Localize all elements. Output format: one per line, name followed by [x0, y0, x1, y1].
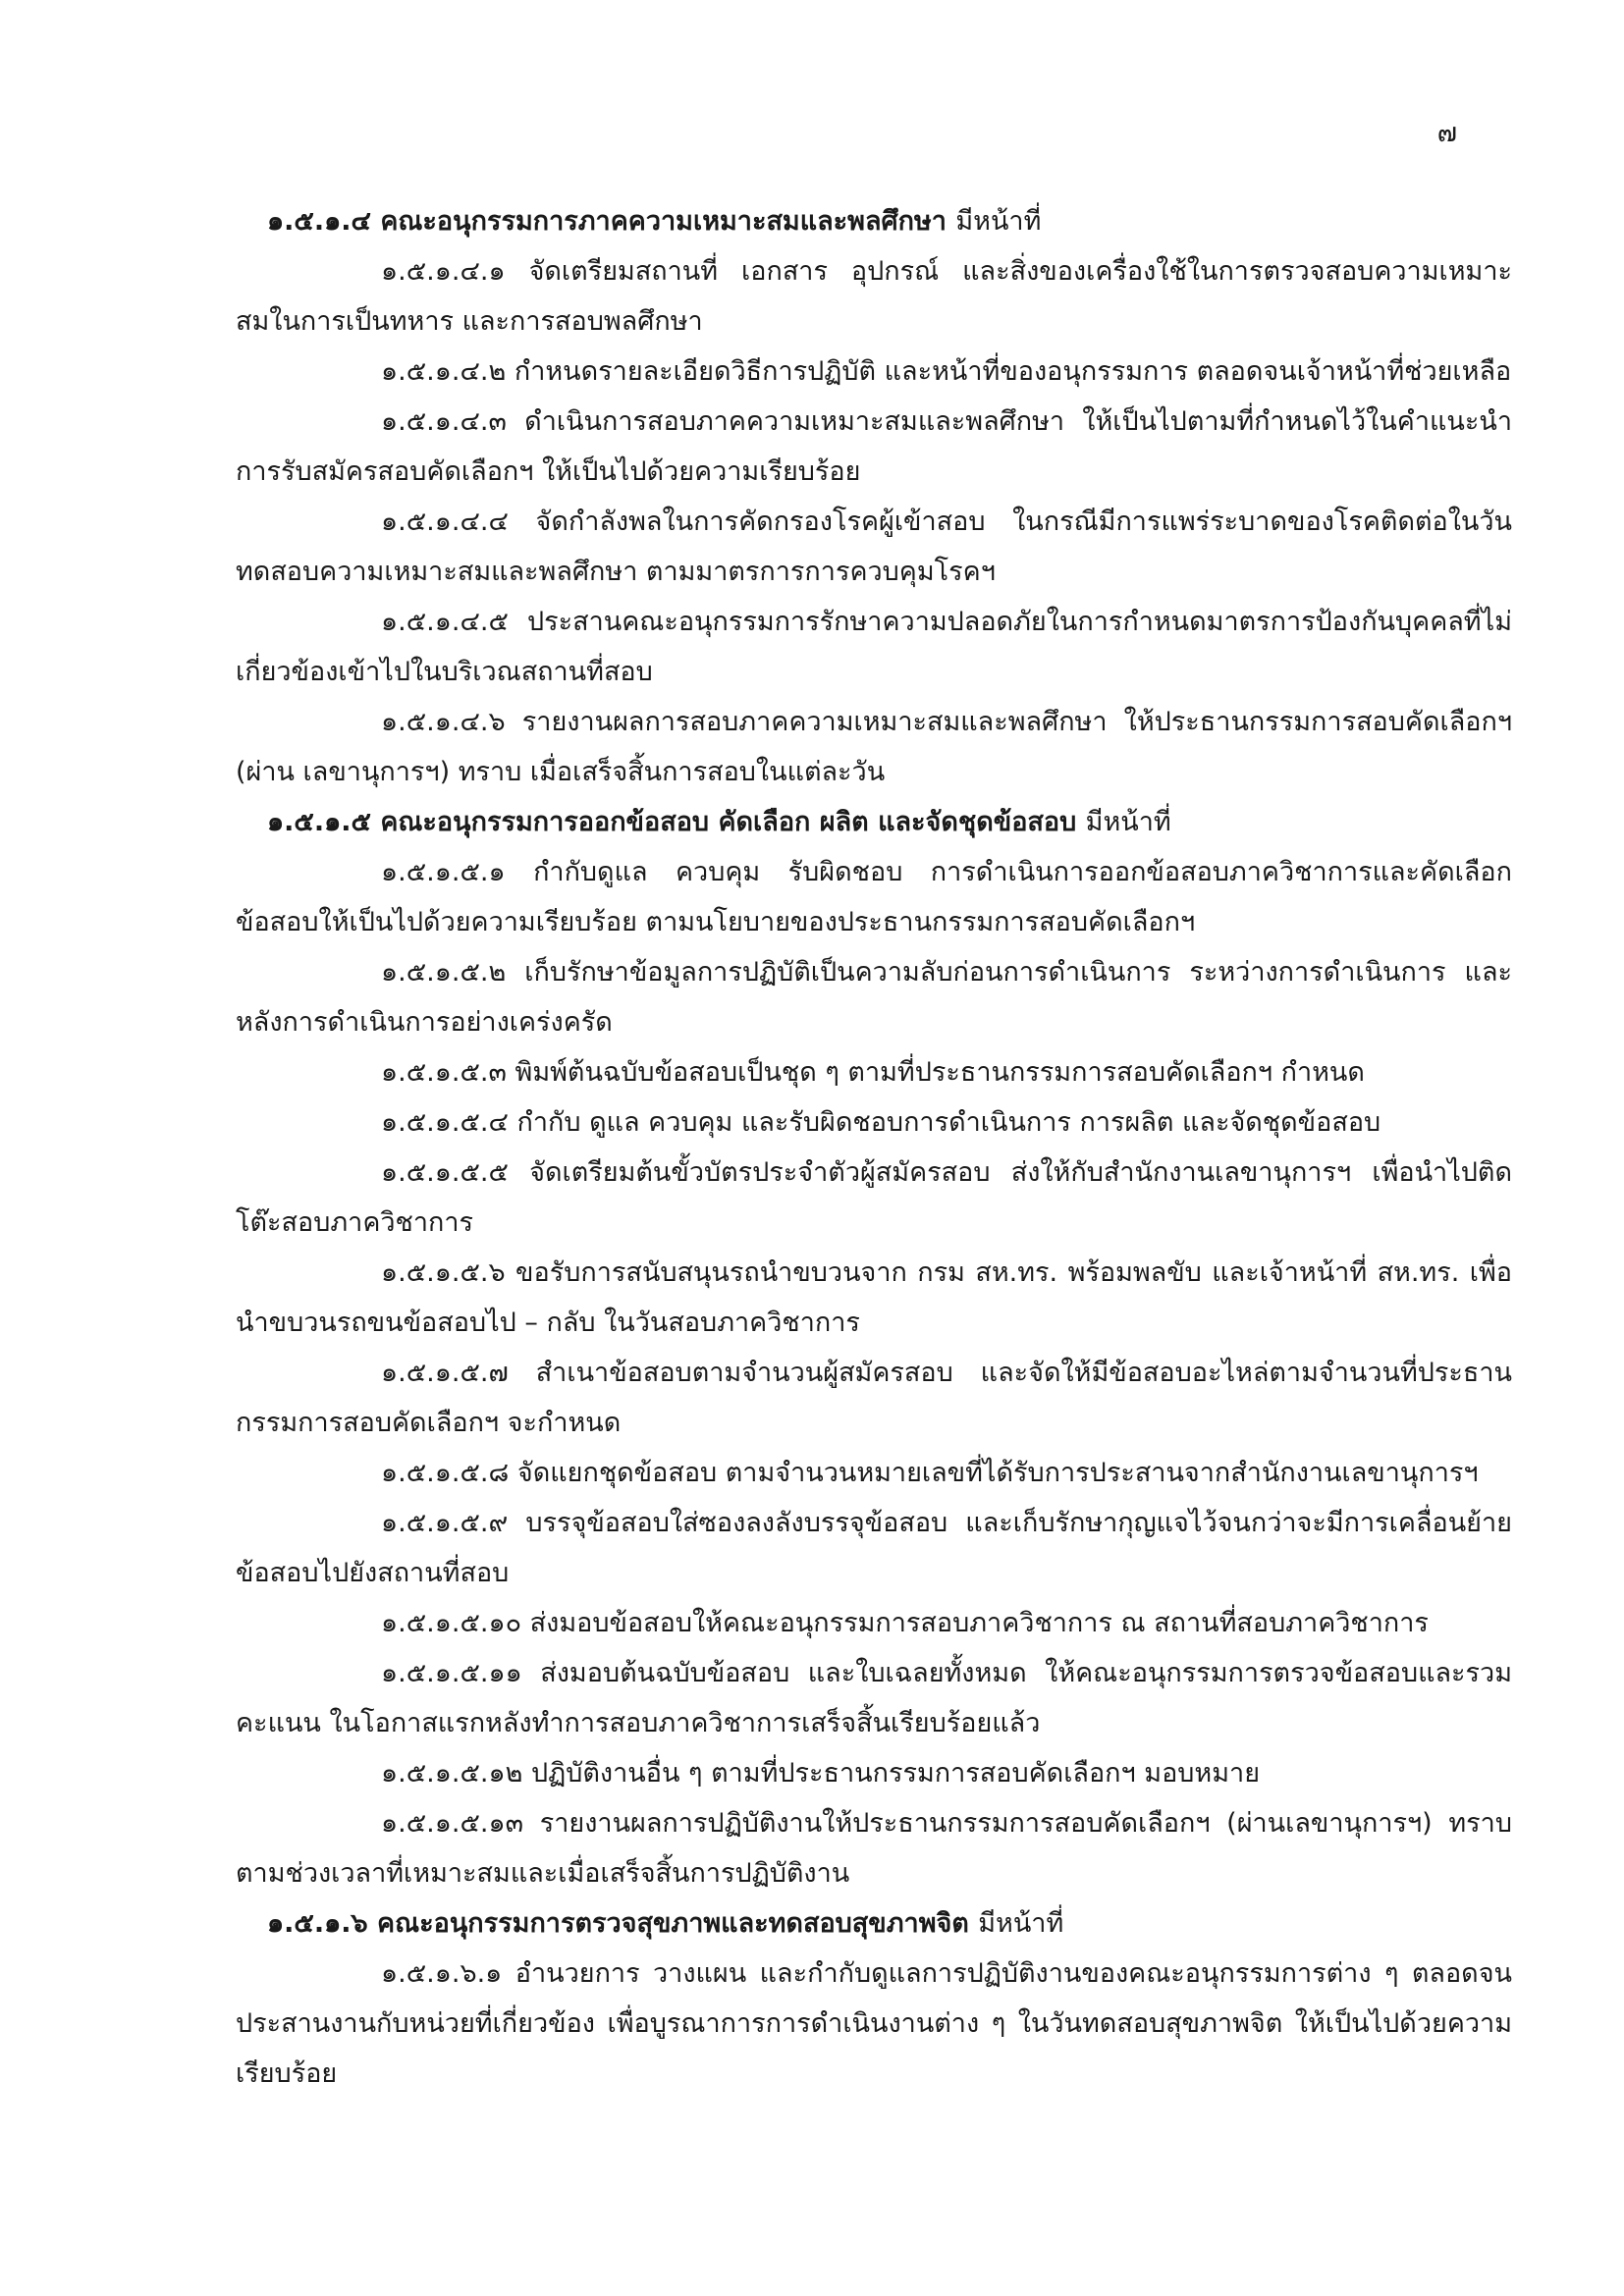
- list-item: ๑.๕.๑.๔.๑ จัดเตรียมสถานที่ เอกสาร อุปกรณ์ และสิ่งของเครื่องใช้ในการตรวจสอบความเหมาะสมในการเป็นทหาร และการสอบพลศึกษา: [236, 256, 1512, 337]
- list-item: ๑.๕.๑.๕.๘ จัดแยกชุดข้อสอบ ตามจำนวนหมายเลขที่ได้รับการประสานจากสำนักงานเลขานุการฯ: [381, 1458, 1479, 1488]
- list-item: ๑.๕.๑.๕.๖ ขอรับการสนับสนุนรถนำขบวนจาก กรม สห.ทร. พร้อมพลขับ และเจ้าหน้าที่ สห.ทร. เพื่อนำขบวนรถขนข้อสอบไป – กลับ ในวันสอบภาควิชาการ: [236, 1257, 1512, 1338]
- list-item: ๑.๕.๑.๕.๔ กำกับ ดูแล ควบคุม และรับผิดชอบการดำเนินการ การผลิต และจัดชุดข้อสอบ: [381, 1107, 1381, 1138]
- list-item: ๑.๕.๑.๕.๙ บรรจุข้อสอบใส่ซองลงลังบรรจุข้อสอบ และเก็บรักษากุญแจไว้จนกว่าจะมีการเคลื่อนย้ายข้อสอบไปยังสถานที่สอบ: [236, 1508, 1512, 1588]
- section-heading: [236, 196, 1512, 246]
- section-title: ๑.๕.๑.๔ คณะอนุกรรมการภาคความเหมาะสมและพลศึกษา: [267, 206, 947, 237]
- document-body: [236, 196, 1512, 2099]
- page-number: ๗: [1436, 118, 1457, 148]
- list-item: ๑.๕.๑.๕.๑๓ รายงานผลการปฏิบัติงานให้ประธานกรรมการสอบคัดเลือกฯ (ผ่านเลขานุการฯ) ทราบตามช่วงเวลาที่เหมาะสมและเมื่อเสร็จสิ้นการปฏิบัติงาน: [236, 1808, 1512, 1889]
- list-item: ๑.๕.๑.๔.๓ ดำเนินการสอบภาคความเหมาะสมและพลศึกษา ให้เป็นไปตามที่กำหนดไว้ในคำแนะนำการรับสมัครสอบคัดเลือกฯ ให้เป็นไปด้วยความเรียบร้อย: [236, 406, 1512, 487]
- list-item: ๑.๕.๑.๕.๓ พิมพ์ต้นฉบับข้อสอบเป็นชุด ๆ ตามที่ประธานกรรมการสอบคัดเลือกฯ กำหนด: [381, 1057, 1365, 1088]
- list-item: ๑.๕.๑.๔.๔ จัดกำลังพลในการคัดกรองโรคผู้เข้าสอบ ในกรณีมีการแพร่ระบาดของโรคติดต่อในวันทดสอบความเหมาะสมและพลศึกษา ตามมาตรการการควบคุมโรคฯ: [236, 507, 1512, 587]
- section-duty-label: มีหน้าที่: [955, 206, 1042, 237]
- list-item: ๑.๕.๑.๔.๖ รายงานผลการสอบภาคความเหมาะสมและพลศึกษา ให้ประธานกรรมการสอบคัดเลือกฯ (ผ่าน เลขานุการฯ) ทราบ เมื่อเสร็จสิ้นการสอบในแต่ละวัน: [236, 707, 1512, 787]
- list-item: ๑.๕.๑.๖.๑ อำนวยการ วางแผน และกำกับดูแลการปฏิบัติงานของคณะอนุกรรมการต่าง ๆ ตลอดจนประสานงานกับหน่วยที่เกี่ยวข้อง เพื่อบูรณาการการดำเนินงานต่าง ๆ ในวันทดสอบสุขภาพจิต ให้เป็นไปด้วยความเรียบร้อย: [236, 1958, 1512, 2089]
- section-duty-label: มีหน้าที่: [1085, 807, 1171, 837]
- list-item: ๑.๕.๑.๕.๑ กำกับดูแล ควบคุม รับผิดชอบ การดำเนินการออกข้อสอบภาควิชาการและคัดเลือกข้อสอบให้เป็นไปด้วยความเรียบร้อย ตามนโยบายของประธานกรรมการสอบคัดเลือกฯ: [236, 857, 1512, 937]
- list-item: ๑.๕.๑.๕.๒ เก็บรักษาข้อมูลการปฏิบัติเป็นความลับก่อนการดำเนินการ ระหว่างการดำเนินการ และหลังการดำเนินการอย่างเคร่งครัด: [236, 957, 1512, 1038]
- list-item: ๑.๕.๑.๕.๑๒ ปฏิบัติงานอื่น ๆ ตามที่ประธานกรรมการสอบคัดเลือกฯ มอบหมาย: [381, 1758, 1261, 1789]
- list-item: ๑.๕.๑.๕.๗ สำเนาข้อสอบตามจำนวนผู้สมัครสอบ และจัดให้มีข้อสอบอะไหล่ตามจำนวนที่ประธานกรรมการสอบคัดเลือกฯ จะกำหนด: [236, 1358, 1512, 1438]
- list-item: ๑.๕.๑.๕.๑๐ ส่งมอบข้อสอบให้คณะอนุกรรมการสอบภาควิชาการ ณ สถานที่สอบภาควิชาการ: [381, 1608, 1429, 1638]
- section-title: ๑.๕.๑.๖ คณะอนุกรรมการตรวจสุขภาพและทดสอบสุขภาพจิต: [267, 1908, 969, 1939]
- list-item: ๑.๕.๑.๕.๑๑ ส่งมอบต้นฉบับข้อสอบ และใบเฉลยทั้งหมด ให้คณะอนุกรรมการตรวจข้อสอบและรวมคะแนน ในโอกาสแรกหลังทำการสอบภาควิชาการเสร็จสิ้นเรียบร้อยแล้ว: [236, 1658, 1512, 1738]
- section-heading: [236, 797, 1512, 847]
- section-title: ๑.๕.๑.๕ คณะอนุกรรมการออกข้อสอบ คัดเลือก ผลิต และจัดชุดข้อสอบ: [267, 807, 1077, 837]
- section-heading: [236, 1898, 1512, 1949]
- section-duty-label: มีหน้าที่: [978, 1908, 1064, 1939]
- list-item: ๑.๕.๑.๕.๕ จัดเตรียมต้นขั้วบัตรประจำตัวผู้สมัครสอบ ส่งให้กับสำนักงานเลขานุการฯ เพื่อนำไปติดโต๊ะสอบภาควิชาการ: [236, 1157, 1512, 1238]
- list-item: ๑.๕.๑.๔.๒ กำหนดรายละเอียดวิธีการปฏิบัติ และหน้าที่ของอนุกรรมการ ตลอดจนเจ้าหน้าที่ช่วยเหลือ: [381, 356, 1512, 387]
- list-item: ๑.๕.๑.๔.๕ ประสานคณะอนุกรรมการรักษาความปลอดภัยในการกำหนดมาตรการป้องกันบุคคลที่ไม่เกี่ยวข้องเข้าไปในบริเวณสถานที่สอบ: [236, 607, 1512, 687]
